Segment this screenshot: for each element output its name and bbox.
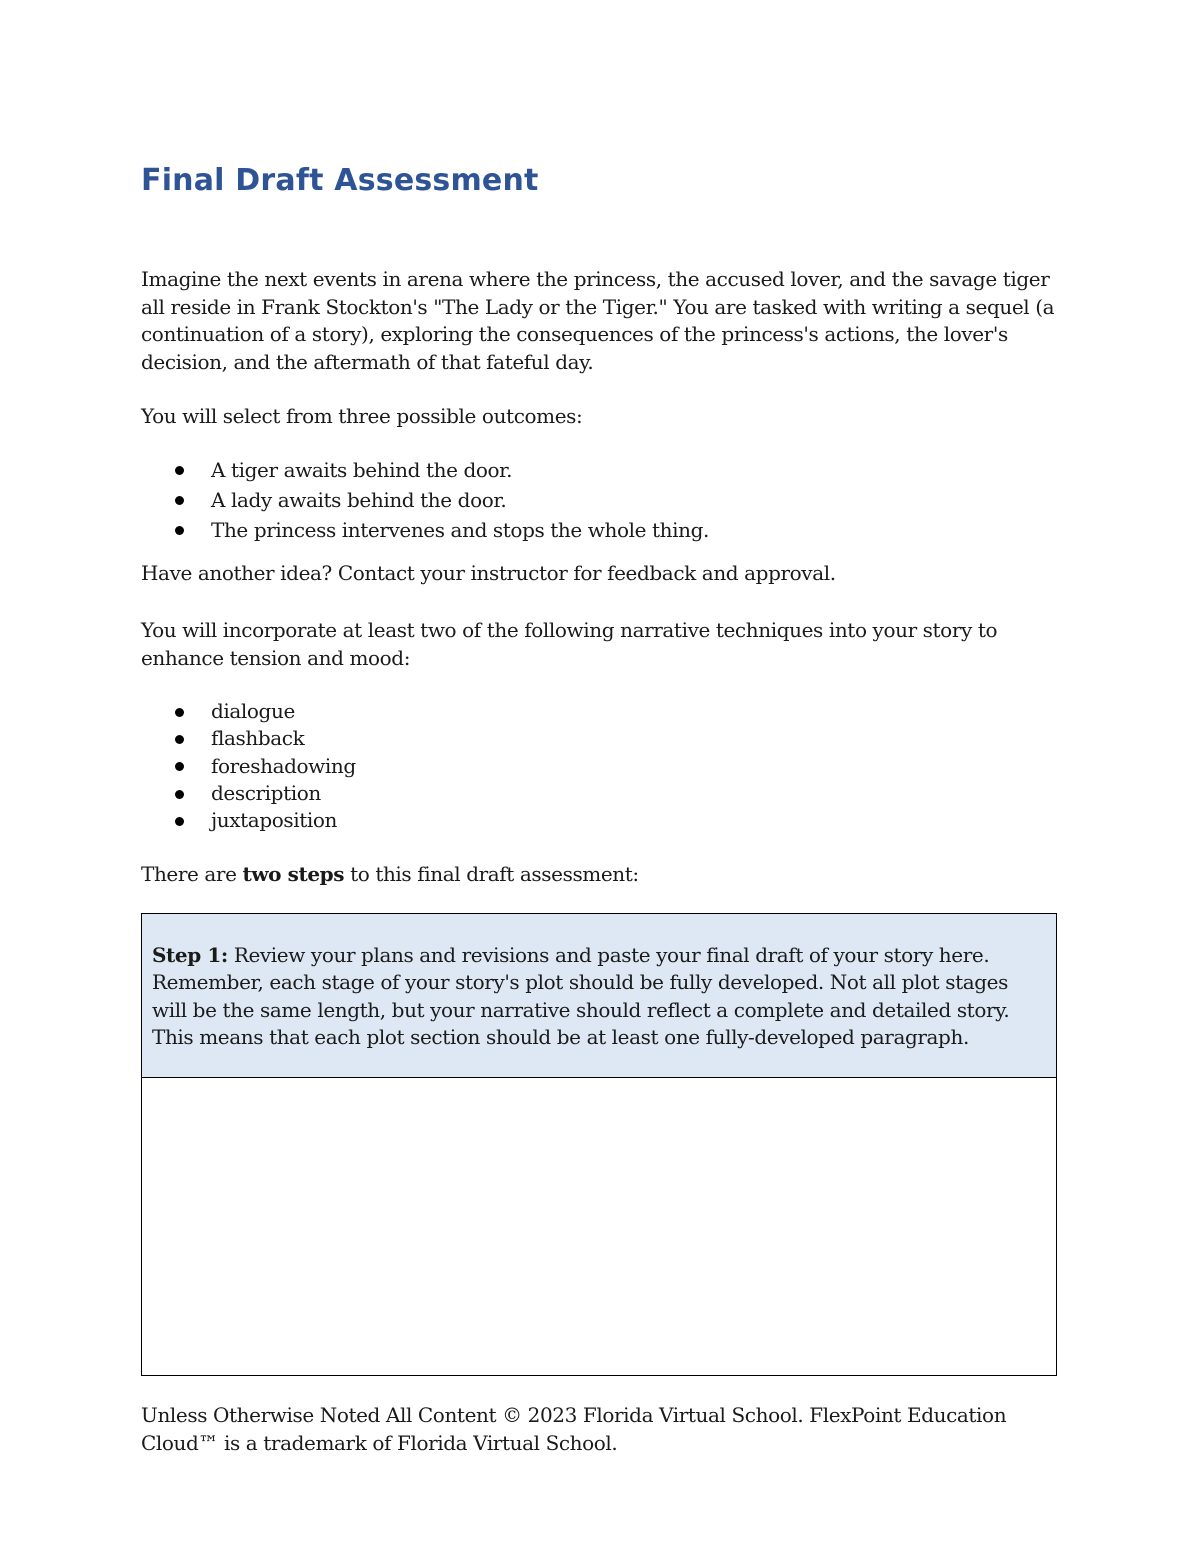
techniques-list [141, 698, 356, 834]
list-item: flashback [141, 725, 356, 752]
bullet-icon [175, 817, 184, 826]
outcomes-list [141, 455, 709, 545]
list-item: juxtaposition [141, 807, 356, 834]
techniques-intro: You will incorporate at least two of the following narrative techniques into your story to enhance tension and mood: [141, 618, 998, 670]
bullet-icon [175, 496, 184, 505]
list-item: A tiger awaits behind the door. [141, 455, 709, 485]
another-idea-note: Have another idea? Contact your instructor for feedback and approval. [141, 561, 836, 585]
list-item: A lady awaits behind the door. [141, 485, 709, 515]
step1-label: Step 1: [152, 943, 228, 967]
step1-table [141, 913, 1057, 1376]
copyright-footer: Unless Otherwise Noted All Content © 2023 Florida Virtual School. FlexPoint Education Cloud™ is a trademark of Florida Virtual School. [141, 1403, 1007, 1455]
list-item: description [141, 780, 356, 807]
bullet-icon [175, 735, 184, 744]
bullet-icon [175, 790, 184, 799]
list-item: foreshadowing [141, 753, 356, 780]
bullet-icon [175, 708, 184, 717]
step1-answer-area[interactable] [142, 1078, 1056, 1374]
steps-count-emphasis: two steps [242, 862, 345, 886]
outcomes-intro: You will select from three possible outcomes: [141, 404, 583, 428]
bullet-icon [175, 762, 184, 771]
step1-instructions [142, 914, 1056, 1078]
page-title: Final Draft Assessment [141, 163, 539, 198]
list-item: dialogue [141, 698, 356, 725]
list-item: The princess intervenes and stops the whole thing. [141, 515, 709, 545]
step1-text: Review your plans and revisions and paste your final draft of your story here. Remember, each stage of your story's plot should be fully developed. Not all plot stages will be the same length, but your narrative should reflect a complete and detailed story. This means that each plot section should be at least one fully-developed paragraph. [152, 943, 1010, 1049]
bullet-icon [175, 466, 184, 475]
bullet-icon [175, 526, 184, 535]
steps-intro: There are two steps to this final draft assessment: [141, 862, 639, 886]
intro-paragraph: Imagine the next events in arena where the princess, the accused lover, and the savage tiger all reside in Frank Stockton's "The Lady or the Tiger." You are tasked with writing a sequel (a continuation of a story), exploring the consequences of the princess's actions, the lover's decision, and the aftermath of that fateful day. [141, 267, 1055, 374]
